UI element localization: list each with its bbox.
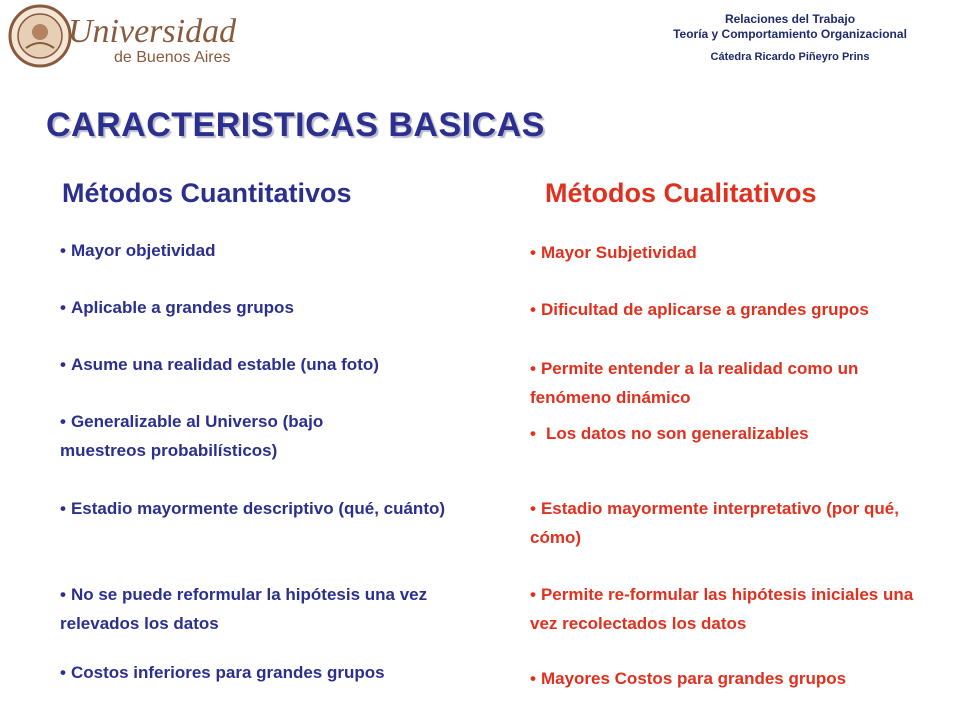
bullet-icon: • [530, 424, 536, 443]
bullet-icon: • [60, 298, 66, 317]
bullet-icon: • [60, 241, 66, 260]
course-line-2: Teoría y Comportamiento Organizacional [673, 27, 907, 41]
bullet-icon: • [530, 243, 536, 262]
bullet-icon: • [530, 669, 536, 688]
bullet-icon: • [60, 355, 66, 374]
bullet-icon: • [530, 499, 536, 518]
bullet-icon: • [60, 585, 66, 604]
list-item: • Mayor objetividad [60, 241, 216, 260]
list-item: • Dificultad de aplicarse a grandes grupos [530, 300, 869, 319]
bullet-icon: • [60, 499, 66, 518]
quantitative-heading: Métodos Cuantitativos [62, 178, 352, 208]
list-item: • Los datos no son generalizables [530, 424, 809, 443]
logo-subtitle: de Buenos Aires [114, 49, 231, 66]
qualitative-heading: Métodos Cualitativos [545, 178, 817, 208]
course-line-1: Relaciones del Trabajo [724, 12, 856, 26]
list-item: • Estadio mayormente interpretativo (por qué, cómo) [530, 499, 899, 547]
bullet-icon: • [530, 585, 536, 604]
list-item: • Estadio mayormente descriptivo (qué, cuánto) [60, 499, 446, 518]
list-item: • Generalizable al Universo (bajo muestreos probabilísticos) [60, 412, 324, 460]
list-item: • Costos inferiores para grandes grupos [60, 663, 385, 682]
list-item: • No se puede reformular la hipótesis una vez relevados los datos [60, 585, 428, 633]
bullet-icon: • [60, 663, 66, 682]
list-item: • Asume una realidad estable (una foto) [60, 355, 379, 374]
list-item: • Aplicable a grandes grupos [60, 298, 294, 317]
bullet-icon: • [530, 359, 536, 378]
bullet-icon: • [60, 412, 66, 431]
logo-title: Universidad [68, 13, 236, 50]
list-item: • Mayor Subjetividad [530, 243, 697, 262]
catedra-line: Cátedra Ricardo Piñeyro Prins [710, 51, 870, 63]
list-item: • Permite re-formular las hipótesis iniciales una vez recolectados los datos [530, 585, 914, 633]
page-title: CARACTERISTICAS BASICAS [46, 106, 545, 144]
bullet-icon: • [530, 300, 536, 319]
list-item: • Permite entender a la realidad como un fenómeno dinámico [530, 359, 859, 407]
course-info [640, 12, 940, 65]
list-item: • Mayores Costos para grandes grupos [530, 669, 847, 688]
seal-icon [10, 6, 70, 66]
university-logo [6, 2, 236, 72]
